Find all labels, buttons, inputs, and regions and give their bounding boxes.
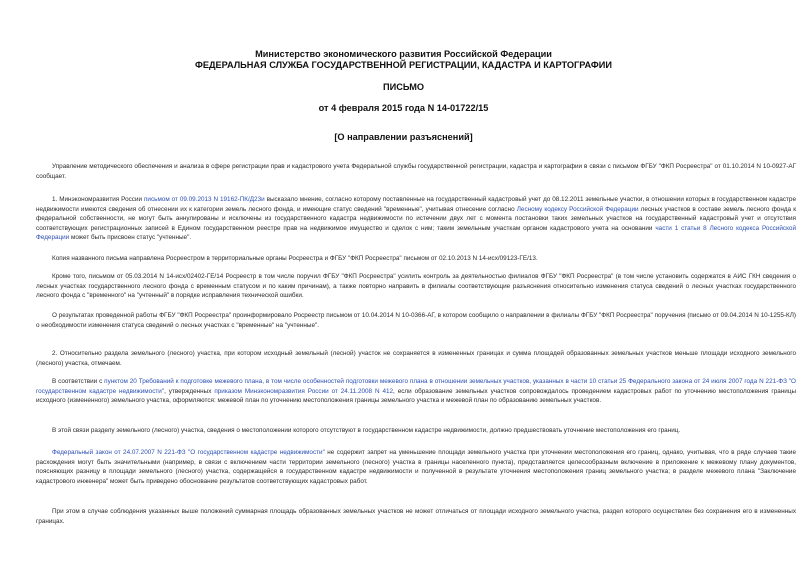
paragraph-text: лесных участков в составе земель лесного фонда к федеральной собственности, не могут быть аннулированы и исключены из государственного кадастра недвижимости по истечении двух лет с момента постановки таких земельных участков на государственный кадастровый учет и отсутствия соответствующих регистрационных записей в Едином государственном реестре прав на недвижимое имущество и сделок с ним; таким земельным участкам органом кадастрового учета на основании [36, 205, 796, 232]
paragraph-copy-letter [36, 254, 796, 264]
paragraph-text: Кроме того, письмом от 05.03.2014 N 14-исх/02402-ГЕ/14 Росреестр в том числе поручил ФГБУ "ФКП Росреестра" усилить контроль за деятельностью филиалов ФГБУ "ФКП Росреестра" (в том числе установить содержатся в АИС ГКН сведения о лесных участках государственного лесного фонда с временным статусом и по каким причинам), а также повторно направить в филиалы соответствующие разъяснения относительно изменения статуса сведений о лесных участках государственного лесного фонда с "временного" на "учтенный" в порядке исправления технической ошибки. [36, 273, 796, 299]
requirements-item-20-link[interactable]: пунктом 20 Требований к подготовке межевого плана, в том числе особенностей подготовки межевого плана в отношении земельных участков, указанных в части 10 статьи 25 Федерального закона от 24 июля 2007 года N 221-ФЗ "О государственном кадастре недвижимости" [36, 378, 796, 395]
service-name: ФЕДЕРАЛЬНАЯ СЛУЖБА ГОСУДАРСТВЕННОЙ РЕГИСТРАЦИИ, КАДАСТРА И КАРТОГРАФИИ [195, 60, 612, 70]
paragraph-text: 1. Минэкономразвития России [52, 196, 144, 203]
paragraph-text: высказало мнение, согласно которому поставленные на государственный кадастровый учет до 08.12.2011 земельные участки, в отношении которых в государственном кадастре недвижимости имеются сведения об отнесении их к категории земель лесного фонда, и имеющие статус сведений "временные", учитывая отнесение согласно [36, 196, 796, 213]
ministry-name: Министерство экономического развития Российской Федерации [255, 49, 552, 59]
paragraph-item-1 [36, 195, 796, 243]
paragraph-text: Управление методического обеспечения и анализа в сфере регистрации прав и кадастрового учета Федеральной службы государственной регистрации, кадастра и картографии в связи с письмом ФГБУ "ФКП Росреестра" от 01.10.2014 N 10-0927-АГ сообщает. [36, 163, 796, 180]
forest-code-article-8-link[interactable]: части 1 статьи 8 Лесного кодекса Российской Федерации [36, 224, 796, 241]
paragraph-text: , утвержденных [164, 387, 215, 395]
document-date-number: от 4 февраля 2015 года N 14-01722/15 [318, 103, 489, 113]
paragraph-text: может быть присвоен статус "учтенные". [69, 234, 192, 241]
paragraph-text: Копия названного письма направлена Росреестром в территориальные органы Росреестра и ФГБУ "ФКП Росреестра" письмом от 02.10.2013 N 14-исх/09123-ГЕ/13. [52, 255, 538, 262]
paragraph-text: 2. Относительно раздела земельного (лесного) участка, при котором исходный земельный (лесной) участок не сохраняется в измененных границах и сумма площадей образованных земельных участков меньше площади исходного земельного (лесного) участка, отмечаем. [36, 350, 796, 367]
paragraph-intro [36, 162, 796, 181]
paragraph-text: О результатах проведенной работы ФГБУ "ФКП Росреестра" проинформировало Росреестр письмом от 10.04.2014 N 10-0366-АГ, в котором сообщило о направлении в филиалы ФГБУ "ФКП Росреестра" поручения (письмо от 09.04.2014 N 10-1255-КЛ) о необходимости изменения статуса сведений о лесных участках с "временные" на "учтенные". [36, 312, 796, 329]
order-412-link[interactable]: приказом Минэкономразвития России от 24.11.2008 N 412 [214, 387, 394, 395]
federal-law-221-link[interactable]: Федеральный закон от 24.07.2007 N 221-ФЗ "О государственном кадастре недвижимости" [52, 449, 325, 456]
paragraph-text: , если образование земельных участков сопровождалось проведением кадастровых работ по уточнению местоположения границы исходного (измененного) земельного участка, оформляются: межевой план по уточнению местоположения границы земельного участка и межевой план по образованию земельных участков. [36, 387, 797, 404]
paragraph-text: В этой связи разделу земельного (лесного) участка, сведения о местоположении которого отсутствуют в государственном кадастре недвижимости, должно предшествовать уточнение местоположения его границ. [52, 427, 681, 434]
paragraph-text: При этом в случае соблюдения указанных выше положений суммарная площадь образованных земельных участков не может отличаться от площади исходного земельного участка, раздел которого осуществлен без сохранения его в измененных границах. [36, 508, 796, 525]
document-subject: [О направлении разъяснений] [334, 132, 473, 142]
paragraph-text: В соответствии с [52, 378, 105, 385]
forest-code-link[interactable]: Лесному кодексу Российской Федерации [516, 205, 639, 213]
paragraph-federal-law [36, 448, 796, 486]
paragraph-boundary [36, 426, 796, 436]
paragraph-conclusion [36, 507, 796, 526]
paragraph-results [36, 311, 796, 330]
paragraph-requirements [36, 377, 796, 406]
paragraph-control [36, 272, 796, 301]
paragraph-text: не содержит запрет на уменьшение площади земельного участка при уточнении местоположения его границ, однако, учитывая, что в ряде случаев такие расхождения могут быть значительными (например, в связи с включением части территории земельного (лесного) участка в границы населенного пункта), представляется целесообразным включение в приложение к межевому плану документов, поясняющих разницу в площади земельного (лесного) участка, содержащейся в государственном кадастре недвижимости и полученной в результате уточнения местоположения границ земельного участка; в разделе межевого плана "Заключение кадастрового инженера" может быть приведено обоснование результатов соответствующих кадастровых работ. [36, 449, 796, 485]
document-type: ПИСЬМО [382, 82, 425, 92]
letter-2013-link[interactable]: письмом от 09.09.2013 N 19162-ПК/Д23и [143, 196, 265, 203]
paragraph-item-2 [36, 349, 796, 368]
